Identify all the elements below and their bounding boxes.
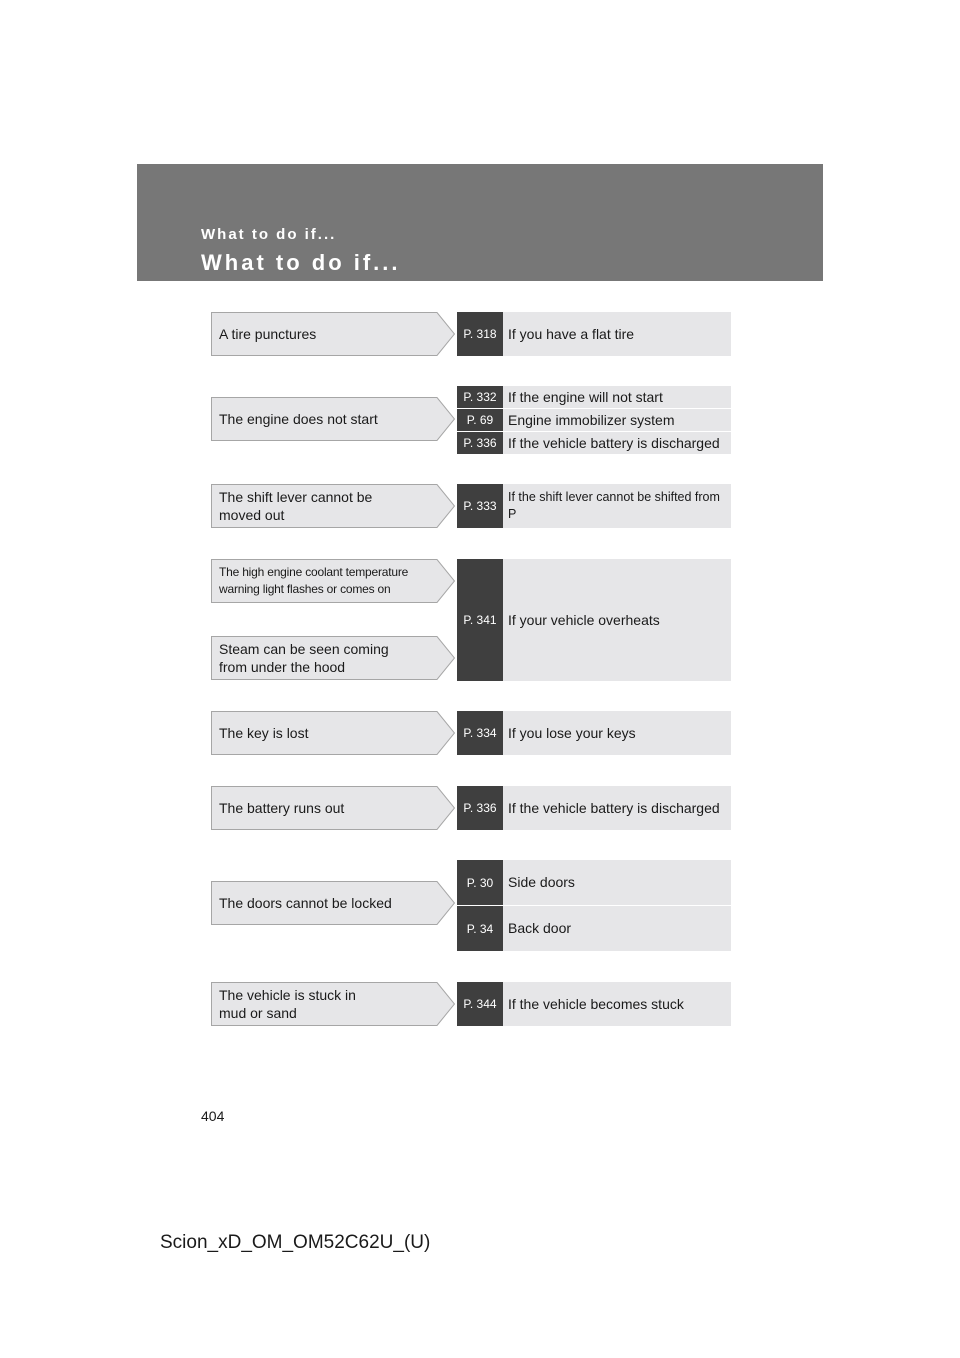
page-reference[interactable]: P. 30 [457,860,503,905]
reference-row[interactable] [457,559,731,682]
cause-box-engine [211,397,455,441]
cause-box-shift-lever [211,484,455,528]
cause-box-steam [211,636,455,680]
cause-text: The shift lever cannot be moved out [219,489,373,523]
page-number: 404 [201,1108,225,1124]
reference-row[interactable] [457,484,731,529]
document-id: Scion_xD_OM_OM52C62U_(U) [160,1232,431,1253]
reference-row[interactable] [457,906,731,952]
reference-row[interactable] [457,860,731,906]
page-reference[interactable]: P. 344 [457,982,503,1026]
page-reference[interactable]: P. 333 [457,484,503,528]
cause-text: The doors cannot be locked [219,895,392,911]
reference-label: Side doors [508,874,575,890]
cause-text: The high engine coolant temperature warning light flashes or comes on [219,565,409,596]
page-reference[interactable]: P. 336 [457,786,503,830]
page-reference[interactable]: P. 332 [457,386,503,408]
reference-row[interactable] [457,786,731,831]
page-reference[interactable]: P. 336 [457,432,503,454]
reference-label: If the vehicle battery is discharged [508,799,720,816]
cause-text: The vehicle is stuck in mud or sand [219,987,356,1021]
section-header [137,164,823,281]
reference-label: If you have a flat tire [508,325,635,342]
cause-box-doors [211,881,455,925]
cause-box-key [211,711,455,755]
reference-label: If the engine will not start [508,388,663,405]
page-title: What to do if... [201,250,401,275]
cause-text: A tire punctures [219,326,317,342]
cause-text: The battery runs out [219,800,345,816]
cause-box-coolant-light [211,559,455,603]
cause-box-battery [211,786,455,830]
reference-label: Back door [508,920,572,936]
page-reference[interactable]: P. 69 [457,409,503,431]
reference-row[interactable] [457,409,731,432]
reference-label: If your vehicle overheats [508,611,660,628]
cause-box-stuck [211,982,455,1026]
page-reference[interactable]: P. 341 [457,559,503,681]
page-reference[interactable]: P. 34 [457,906,503,951]
reference-row[interactable] [457,312,731,357]
cause-box-tire [211,312,455,356]
reference-label: Engine immobilizer system [508,411,675,428]
reference-row[interactable] [457,432,731,455]
cause-text: The key is lost [219,725,309,741]
page-reference[interactable]: P. 334 [457,711,503,755]
reference-row[interactable] [457,386,731,409]
reference-label: If the vehicle battery is discharged [508,434,720,451]
cause-text: The engine does not start [219,411,378,427]
reference-label: If the shift lever cannot be shifted from P [508,490,720,521]
page-reference[interactable]: P. 318 [457,312,503,356]
reference-row[interactable] [457,982,731,1027]
reference-row[interactable] [457,711,731,756]
section-subtitle: What to do if... [201,226,337,243]
reference-label: If you lose your keys [508,724,636,741]
reference-label: If the vehicle becomes stuck [508,995,684,1012]
cause-text: Steam can be seen coming from under the hood [219,641,389,675]
